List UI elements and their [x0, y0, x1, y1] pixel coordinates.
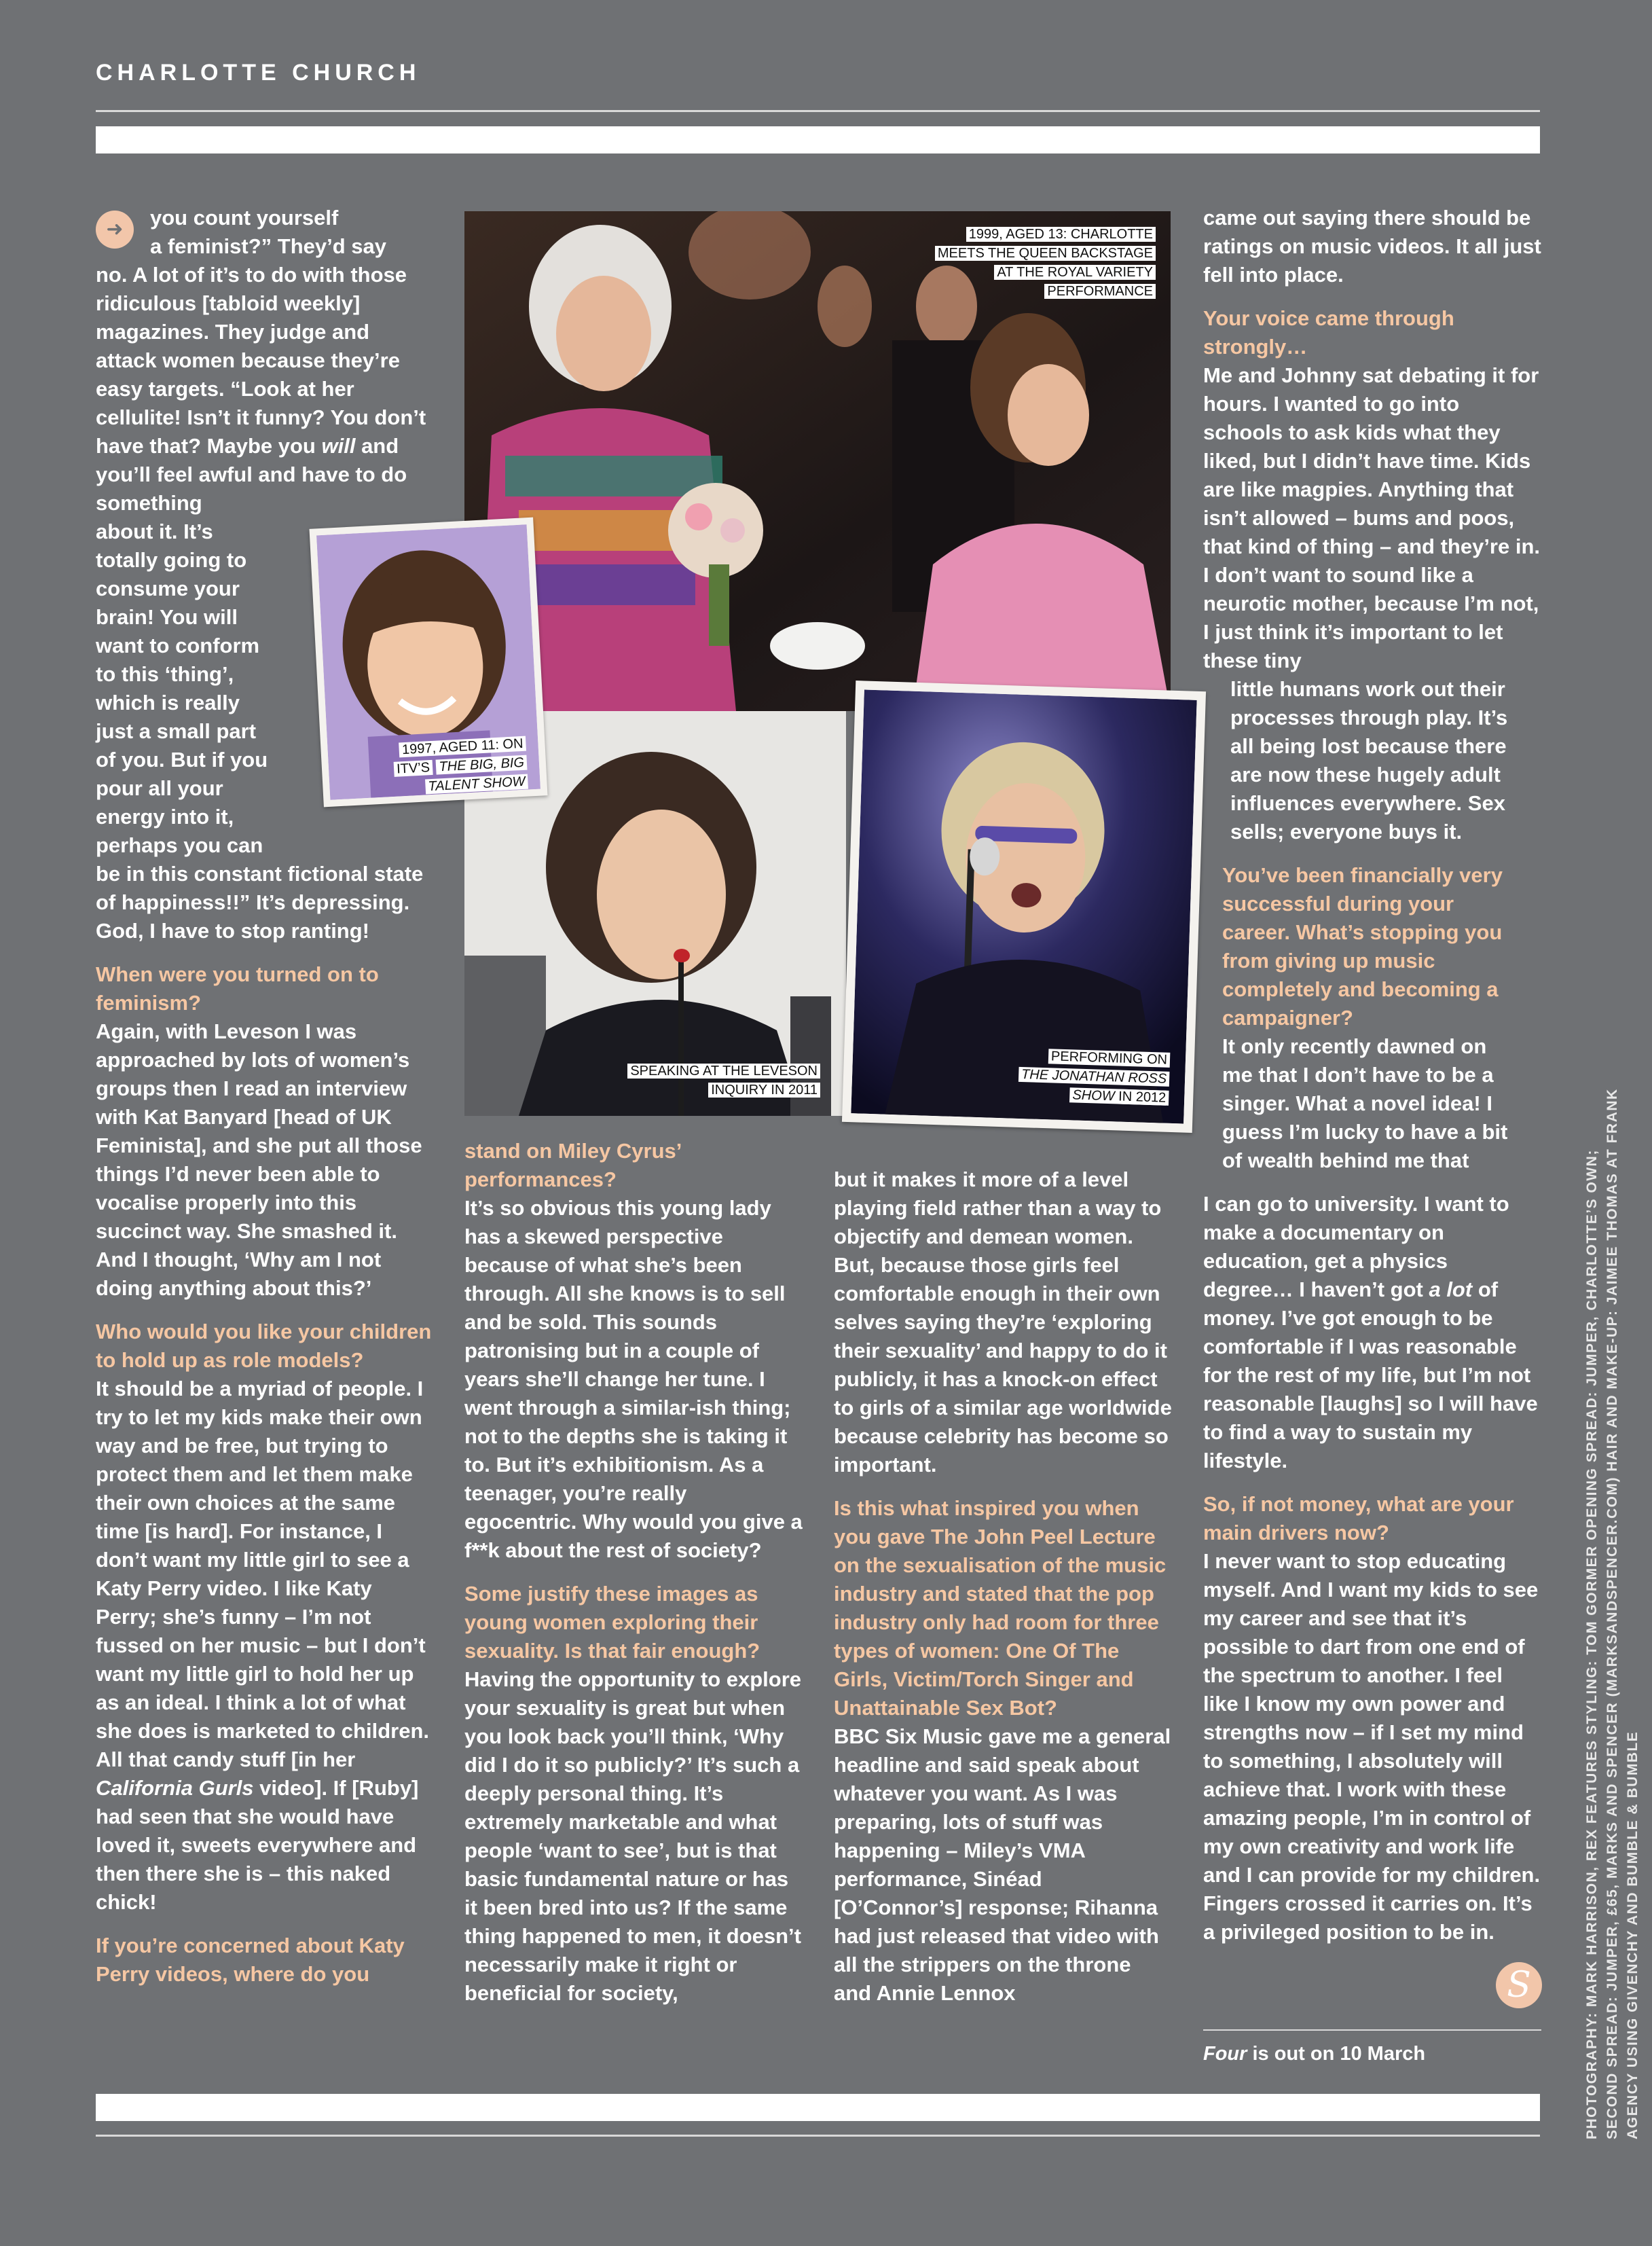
answer-continued: came out saying there should be ratings on music videos. It all just fell into place. — [1203, 206, 1541, 287]
answer: video]. If [Ruby] had seen that she would have loved it, sweets everywhere and then there she is – this naked chick! — [96, 1776, 419, 1914]
answer-continued: but it makes it more of a level playing field rather than a way to objectify and demean women. But, because those girls feel comfortable enough in their own selves saying they’re ‘exploring their sexuality’ and happy to do it publicly, it has a knock-on effect to girls of a similar age worldwide because celebrity has become so important. — [834, 1167, 1172, 1477]
wrap-line: consume your — [96, 577, 240, 600]
caption-child — [390, 734, 528, 798]
caption-leveson — [603, 1062, 820, 1100]
answer: I can go to university. I want to make a documentary on education, get a physics degree… I haven’t got — [1203, 1192, 1509, 1301]
photo-credits: PHOTOGRAPHY: MARK HARRISON, REX FEATURES STYLING: TOM GORMER OPENING SPREAD: JUMPER, CHARLOTTE’S OWN; SECOND SPREAD: JUMPER, £65, MARKS AND SPENCER (MARKSANDSPENCER.COM) HAIR AND MAKE-UP: JAIMEE THOMAS AT FRANK AGENCY USING GIVENCHY AND BUMBLE & BUMBLE — [1584, 1088, 1640, 2139]
intro-text: no. A lot of it’s to do with those ridiculous [tabloid weekly] magazines. They judge and attack women because they’re easy targets. “Look at her cellulite! Isn’t it funny? You don’t have that? Maybe you — [96, 263, 426, 458]
answer-italic: a lot — [1429, 1278, 1473, 1301]
answer: Me and Johnny sat debating it for hours. I wanted to go into schools to ask kids what they liked, but I didn’t have time. Kids are like magpies. Anything that isn’t allowed – bums and poos, that kind of thing – and they’re in. I don’t want to sound like a neurotic mother, because I’m not, I just think it’s important to let these tiny — [1203, 363, 1541, 672]
answer: of money. I’ve got enough to be comfortable if I was reasonable for the rest of my life, but I’m not reasonable [laughs] so I will have to find a way to sustain my lifestyle. — [1203, 1278, 1538, 1472]
footnote-rule — [1203, 2029, 1541, 2031]
caption-text: IN 2012 — [1118, 1089, 1167, 1106]
wrap-line: brain! You will — [96, 605, 238, 629]
wrap-line: to this ‘thing’, — [96, 662, 234, 686]
question: Is this what inspired you when you gave The John Peel Lecture on the sexualisation of the music industry and stated that the pop industry only had room for three types of women: One Of The Girls, Victim/Torch Singer and Unattainable Sex Bot? — [834, 1496, 1167, 1720]
answer: It’s so obvious this young lady has a skewed perspective because of what she’s been through. All she knows is to sell and be sold. This sounds patronising but in a couple of years she’ll change her tune. I went through a similar-ish thing; not to the depths she is taking it to. But it’s exhibitionism. As a teenager, you’re really egocentric. Why would you give a f**k about the rest of society? — [464, 1196, 803, 1562]
answer-italic: California Gurls — [96, 1776, 254, 1800]
question: You’ve been financially very successful during your career. What’s stopping you from giving up music completely and becoming a campaigner? — [1222, 863, 1503, 1030]
column-4 — [1203, 204, 1543, 1961]
question: So, if not money, what are your main drivers now? — [1203, 1492, 1514, 1544]
section-header: CHARLOTTE CHURCH — [96, 60, 421, 86]
wrap-lines — [96, 518, 286, 860]
intro-tail: be in this constant fictional state of happiness!!” It’s depressing. God, I have to stop ranting! — [96, 862, 424, 943]
caption-ross — [992, 1045, 1171, 1108]
answer: BBC Six Music gave me a general headline and said speak about whatever you want. As I was preparing, lots of stuff was happening – Miley’s VMA performance, Sinéad [O’Connor’s] response; Rihanna had just released that video with all the strippers on the throne and Annie Lennox — [834, 1724, 1171, 2005]
bottom-white-bar — [96, 2094, 1540, 2121]
top-white-bar — [96, 126, 1540, 153]
wrap-line: of you. But if you — [96, 748, 268, 772]
intro-italic: will — [321, 434, 356, 458]
question: Your voice came through strongly… — [1203, 306, 1454, 359]
answer: It only recently dawned on me that I don’t have to be a singer. What a novel idea! I guess I’m lucky to have a bit of wealth behind me that — [1222, 1034, 1508, 1172]
question: Some justify these images as young women exploring their sexuality. Is that fair enough? — [464, 1582, 760, 1663]
wrap-line: want to conform — [96, 634, 260, 657]
wrap-line: which is really — [96, 691, 240, 714]
wrap-line: pour all your — [96, 776, 223, 800]
question-continued: stand on Miley Cyrus’ performances? — [464, 1139, 681, 1191]
wrap-line: just a small part — [96, 719, 257, 743]
question: If you’re concerned about Katy Perry videos, where do you — [96, 1934, 405, 1986]
caption-text: PERFORMING ON — [1048, 1049, 1171, 1068]
column-1 — [96, 204, 435, 2004]
photo-child-1997 — [309, 518, 547, 808]
answer: little humans work out their processes through play. It’s all being lost because there are now these hugely adult influences everywhere. Sex sells; everyone buys it. — [1230, 677, 1508, 844]
caption-text: 1999, AGED 13: CHARLOTTE MEETS THE QUEEN BACKSTAGE AT THE ROYAL VARIETY PERFORMANCE — [935, 227, 1156, 299]
arrow-circle-icon: ➜ — [96, 211, 134, 249]
s-logo-icon: S — [1496, 1962, 1542, 2008]
footnote-title: Four — [1203, 2043, 1247, 2065]
bottom-rule — [96, 2135, 1540, 2137]
header-rule — [96, 110, 1540, 112]
answer: I never want to stop educating myself. And I want my kids to see my career and see that it’s possible to dart from one end of the spectrum to another. I feel like I know my own power and strengths now – if I set my mind to something, I absolutely will achieve that. I work with these amazing people, I’m in control of my own creativity and work life and I can provide for my children. Fingers crossed it carries on. It’s a privileged position to be in. — [1203, 1549, 1541, 1944]
question: Who would you like your children to hold up as role models? — [96, 1320, 432, 1372]
answer: Having the opportunity to explore your sexuality is great but when you look back you’ll think, ‘Why did I do it so publicly?’ It’s such a deeply personal thing. It’s extremely marketable and what people ‘want to see’, but is that basic fundamental nature or has it been bred into us? If the same thing happened to men, it doesn’t necessarily make it right or beneficial for society, — [464, 1667, 802, 2005]
caption-text: 1997, AGED 11: ON ITV’S — [394, 736, 526, 777]
caption-text: SPEAKING AT THE LEVESON INQUIRY IN 2011 — [627, 1064, 820, 1098]
wrap-line: totally going to — [96, 548, 247, 572]
footnote-text: is out on 10 March — [1252, 2043, 1426, 2065]
wrap-line: energy into it, — [96, 805, 234, 829]
caption-queen — [932, 225, 1156, 301]
column-2 — [464, 1137, 804, 2023]
column-3 — [834, 1165, 1173, 2023]
caption-show-title: THE BIG, BIG TALENT SHOW — [428, 755, 526, 795]
photo-jonathan-ross — [842, 681, 1206, 1133]
footnote — [1203, 2043, 1425, 2065]
intro-text-2: and you’ll feel awful and have to do something — [96, 434, 407, 515]
wrap-line: perhaps you can — [96, 833, 263, 857]
intro-line-2: a feminist?” They’d say — [150, 234, 386, 258]
answer: It should be a myriad of people. I try to let my kids make their own way and be free, but trying to protect them and let them make their own choices at the same time [is hard]. For instance, I don’t want my little girl to see a Katy Perry video. I like Katy Perry; she’s funny – I’m not fussed on her music – but I don’t want my little girl to hold her up as an ideal. I think a lot of what she does is marketed to children. All that candy stuff [in her — [96, 1377, 429, 1771]
wrap-line: about it. It’s — [96, 520, 213, 543]
question: When were you turned on to feminism? — [96, 962, 379, 1015]
caption-show-title: THE JONATHAN ROSS SHOW — [1021, 1067, 1167, 1104]
answer: Again, with Leveson I was approached by lots of women’s groups then I read an interview with Kat Banyard [head of UK Feminista], and she put all those things I’d never been able to vocalise properly into this succinct way. She smashed it. And I thought, ‘Why am I not doing anything about this?’ — [96, 1019, 422, 1300]
intro-line-1: you count yourself — [150, 206, 339, 230]
photo-queen-meeting — [464, 211, 1171, 711]
